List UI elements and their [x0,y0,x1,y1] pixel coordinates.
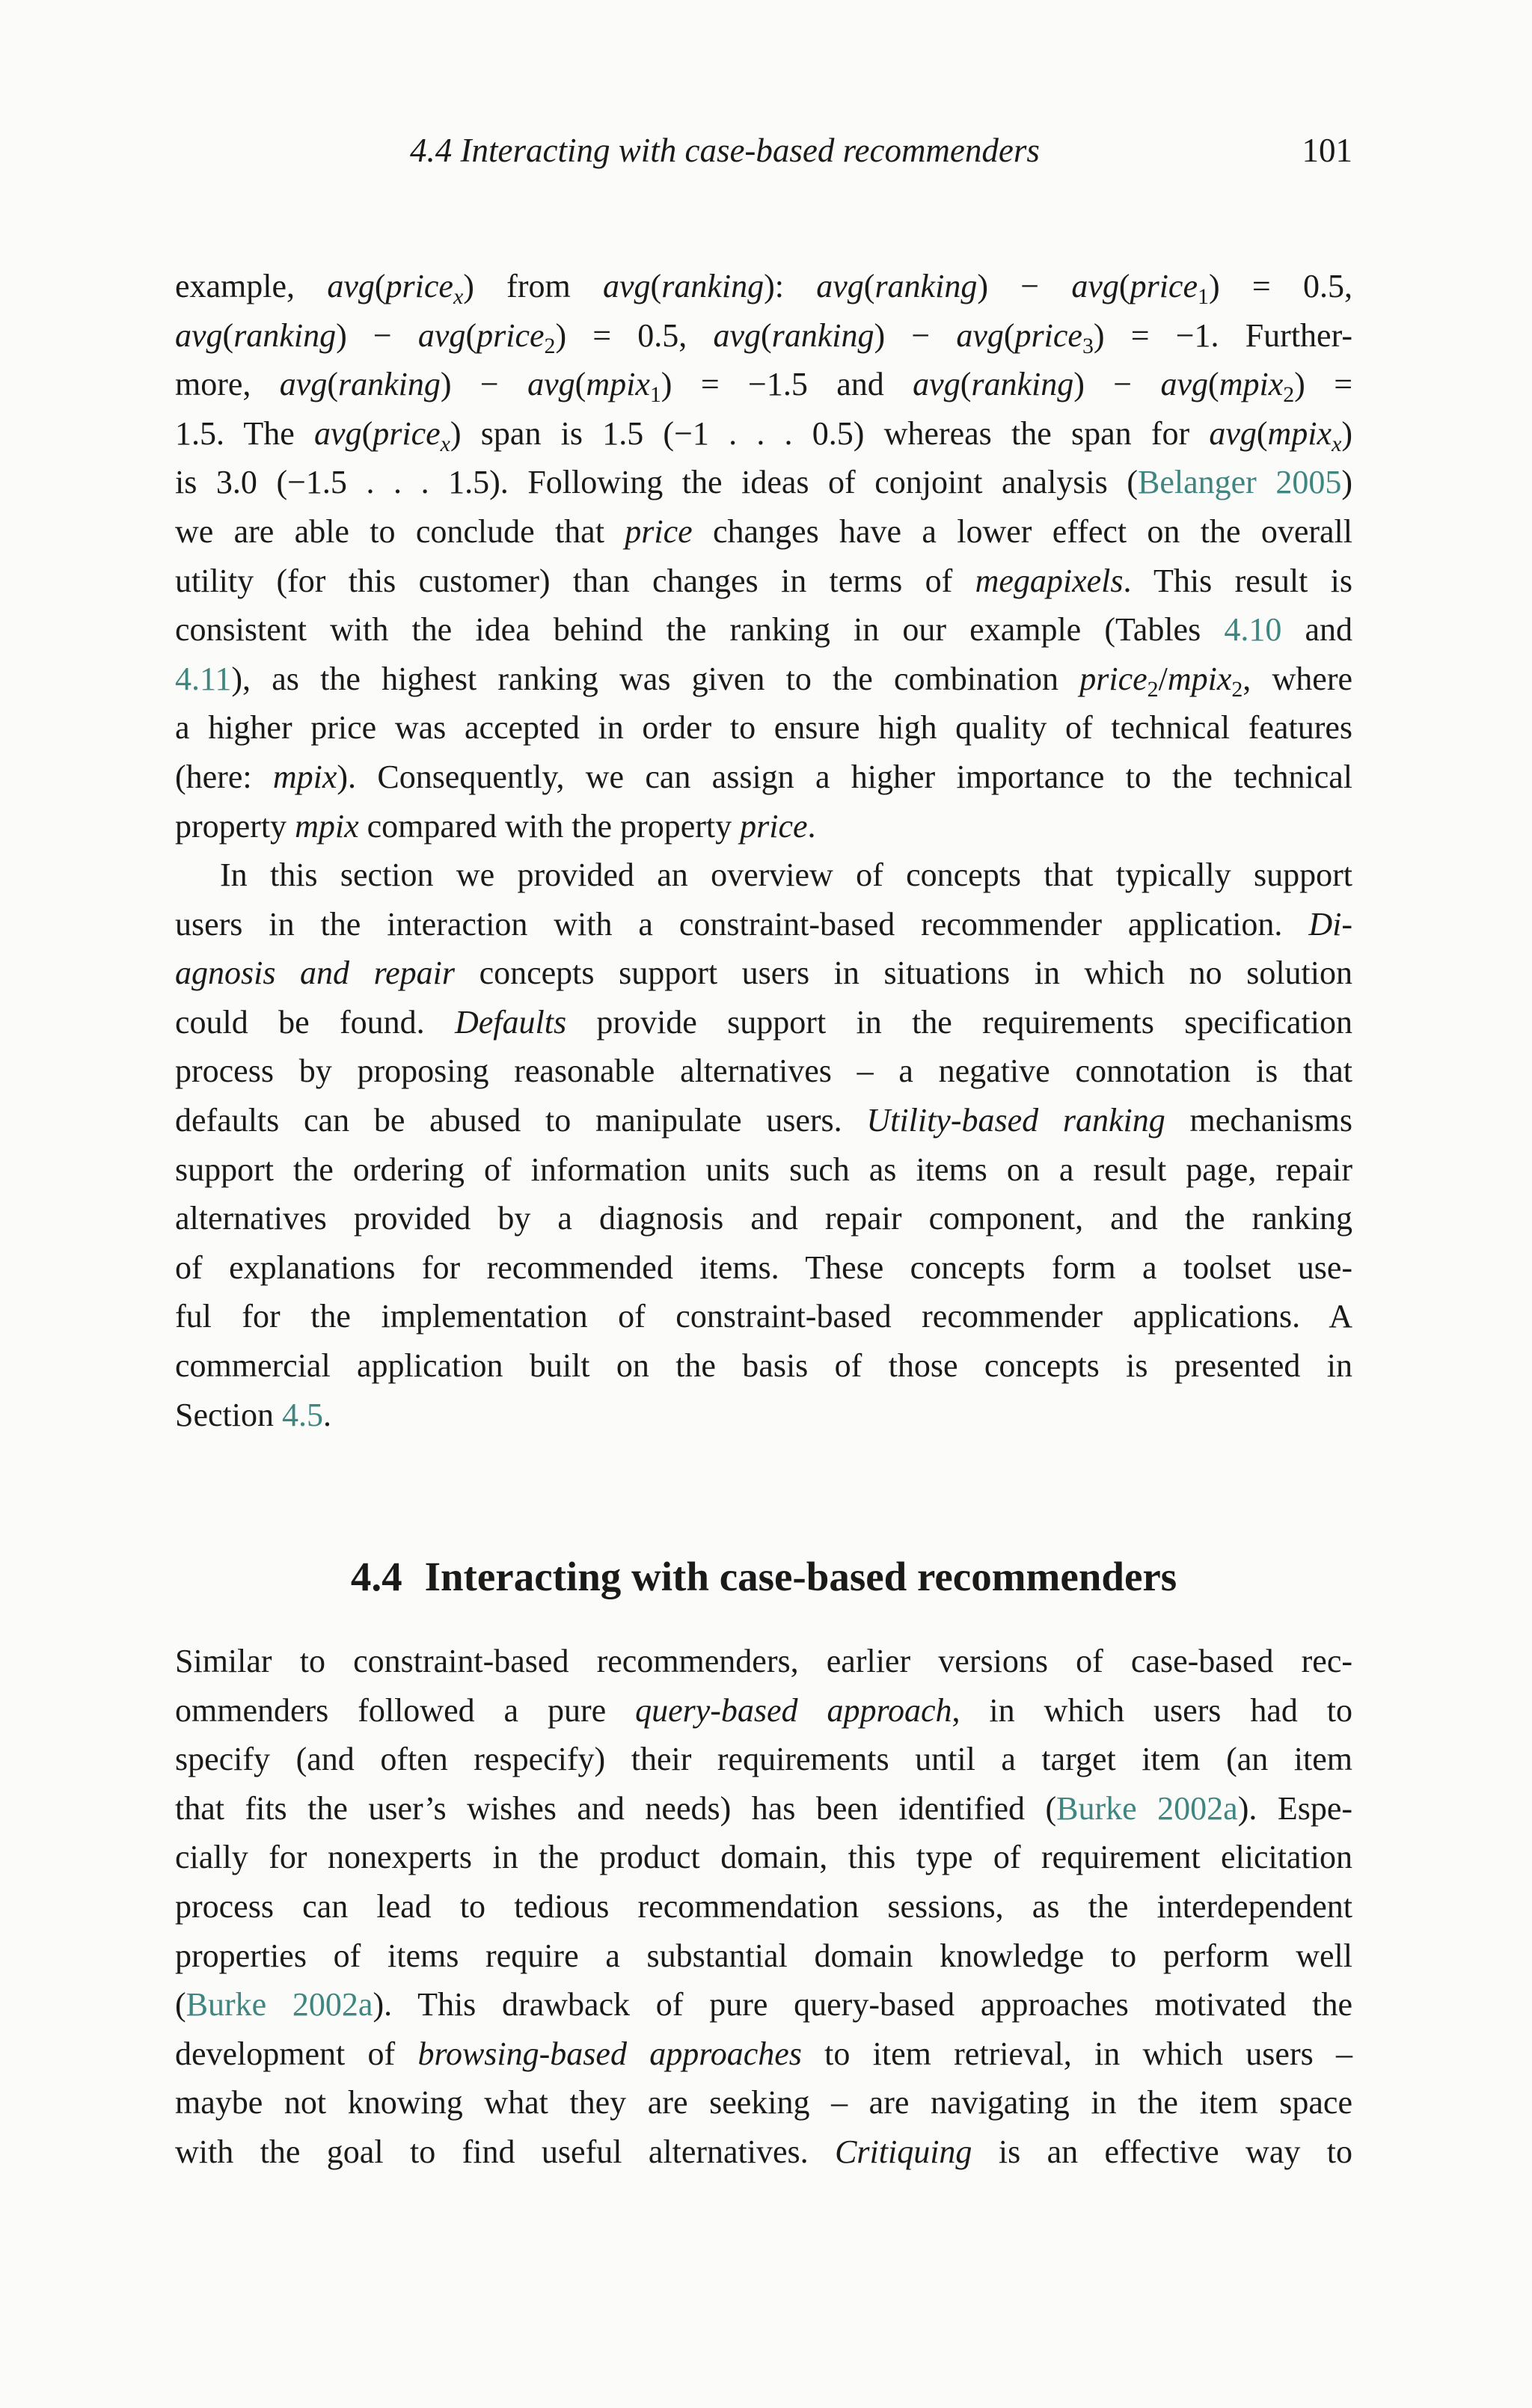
text-line: ful for the implementation of constraint-based recommender applications. A [175,1298,1352,1335]
text-line: (Burke 2002a). This drawback of pure query-based approaches motivated the [175,1986,1352,2023]
text-line: cially for nonexperts in the product domain, this type of requirement elicitation [175,1839,1352,1876]
text-line: ommenders followed a pure query-based approach, in which users had to [175,1691,1352,1729]
citation-link-belanger-2005[interactable]: Belanger 2005 [1137,464,1342,501]
citation-link-burke-2002a[interactable]: Burke 2002a [186,1986,373,2023]
running-head-title: 4.4 Interacting with case-based recommenders [410,132,1040,169]
table-link-4-10[interactable]: 4.10 [1224,611,1282,649]
text-line: is 3.0 (−1.5 . . . 1.5). Following the ideas of conjoint analysis (Belanger 2005) [175,464,1353,501]
paragraph-conjoint-analysis [175,262,1352,851]
text-line: defaults can be abused to manipulate users. Utility-based ranking mechanisms [175,1101,1352,1139]
text-line: support the ordering of information units such as items on a result page, repair [175,1151,1352,1188]
text-line: maybe not knowing what they are seeking – are navigating in the item space [175,2084,1352,2121]
page-number: 101 [1302,132,1352,169]
citation-link-burke-2002a[interactable]: Burke 2002a [1056,1789,1238,1827]
text-line: with the goal to find useful alternatives. Critiquing is an effective way to [175,2133,1352,2170]
section-title: Interacting with case-based recommenders [424,1554,1177,1599]
text-line: Section 4.5. [175,1396,331,1433]
section-number: 4.4 [350,1554,402,1599]
text-line: a higher price was accepted in order to ensure high quality of technical features [175,709,1352,747]
text-line: development of browsing-based approaches to item retrieval, in which users – [175,2035,1352,2072]
paragraph-section-summary [175,851,1352,1439]
text-line: that fits the user’s wishes and needs) has been identified (Burke 2002a). Espe- [175,1789,1352,1827]
text-line: agnosis and repair concepts support users in situations in which no solution [175,955,1353,992]
text-line: Similar to constraint-based recommenders, earlier versions of case-based rec- [175,1643,1352,1679]
text-line: 4.11), as the highest ranking was given to the combination price$_2$/mpix$_2$, where [175,660,1352,702]
running-head [175,124,1352,177]
text-line: example, avg(price$_x$) from avg(ranking): avg(ranking) − avg(price$_1$) = 0.5, [175,268,1352,309]
section-link-4-5[interactable]: 4.5 [281,1396,323,1433]
section-heading [175,1547,1352,1607]
text-line: properties of items require a substantial domain knowledge to perform well [175,1937,1352,1974]
text-line: we are able to conclude that price changes have a lower effect on the overall [175,512,1352,550]
text-line: alternatives provided by a diagnosis and repair component, and the ranking [175,1200,1352,1237]
text-line: commercial application built on the basis of those concepts is presented in [175,1347,1352,1384]
text-line: avg(ranking) − avg(price$_2$) = 0.5, avg(ranking) − avg(price$_3$) = −1. Further- [175,316,1353,358]
text-line: of explanations for recommended items. These concepts form a toolset use- [175,1249,1352,1286]
text-line: property mpix compared with the property price. [175,807,816,845]
text-line: process by proposing reasonable alternatives – a negative connotation is that [175,1053,1352,1090]
text-line: 1.5. The avg(price$_x$) span is 1.5 (−1 . . . 0.5) whereas the span for avg(mpix$_x$) [175,414,1352,456]
text-line: In this section we provided an overview of concepts that typically support [220,857,1352,893]
text-line: could be found. Defaults provide support in the requirements specification [175,1003,1352,1041]
text-line: users in the interaction with a constraint-based recommender application. Di- [175,905,1352,943]
text-line: more, avg(ranking) − avg(mpix$_1$) = −1.5 and avg(ranking) − avg(mpix$_2$) = [175,366,1353,408]
text-line: process can lead to tedious recommendation sessions, as the interdependent [175,1887,1352,1925]
text-line: consistent with the idea behind the ranking in our example (Tables 4.10 and [175,611,1353,649]
table-link-4-11[interactable]: 4.11 [175,660,232,697]
text-line: utility (for this customer) than changes in terms of megapixels. This result is [175,562,1353,599]
text-line: (here: mpix). Consequently, we can assign a higher importance to the technical [175,758,1352,795]
paragraph-case-based-intro [175,1637,1352,2177]
text-line: specify (and often respecify) their requirements until a target item (an item [175,1741,1352,1778]
